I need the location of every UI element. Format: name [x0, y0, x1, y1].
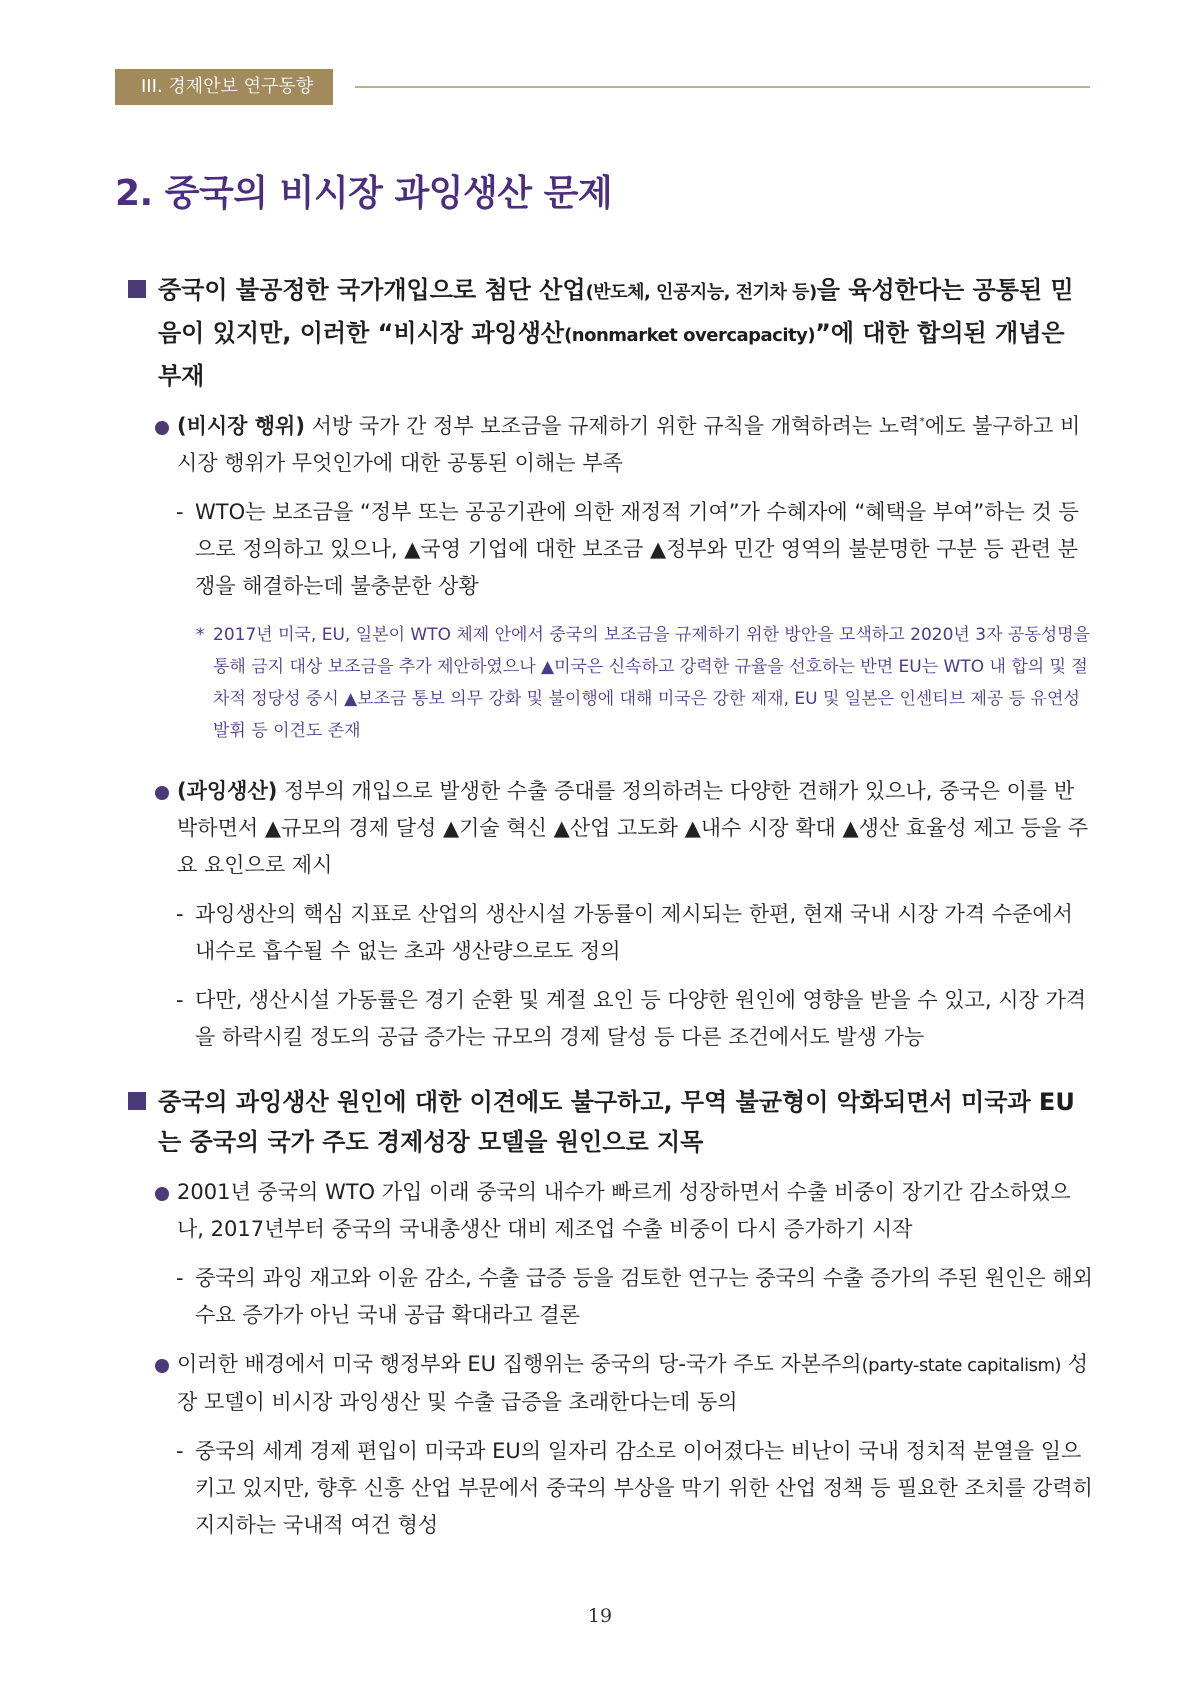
page-number: 19 — [587, 1605, 613, 1627]
circle-bullet — [155, 1187, 169, 1201]
circle-bullet — [155, 786, 169, 800]
domestic-support — [128, 1433, 1094, 1544]
wto-accession-bullet — [128, 1174, 1094, 1248]
dash-bullet: - — [176, 902, 184, 926]
section-1-heading-part1: 중국이 불공정한 국가개입으로 첨단 산업 — [158, 276, 586, 304]
overcapacity-text: 정부의 개입으로 발생한 수출 증대를 정의하려는 다양한 견해가 있으나, 중국은 이를 반박하면서 ▲규모의 경제 달성 ▲기술 혁신 ▲산업 고도화 ▲내수 시장 확대 ▲생산 효율성 제고 등을 주요 요인으로 제시 — [177, 779, 1089, 877]
nonmarket-behavior-text-1: 서방 국가 간 정부 보조금을 규제하기 위한 규칙을 개혁하려는 노력 — [304, 414, 920, 438]
research-conclusion — [128, 1260, 1094, 1334]
section-1-heading-part3: ”에 대한 합의된 개념은 부재 — [158, 319, 1065, 390]
party-state-text-1: 이러한 배경에서 미국 행정부와 EU 집행위는 중국의 당-국가 주도 자본주의 — [177, 1352, 862, 1376]
footnote — [128, 619, 1094, 747]
capacity-utilization-indicator — [128, 896, 1094, 970]
footnote-text: 2017년 미국, EU, 일본이 WTO 체제 안에서 중국의 보조금을 규제하기 위한 방안을 모색하고 2020년 3자 공동성명을 통해 금지 대상 보조금을 추가 제안하였으나 ▲미국은 신속하고 강력한 규율을 선호하는 반면 EU는 WTO 내 합의 및 절차적 정당성 중시 ▲보조금 통보 의무 강화 및 불이행에 대해 미국은 강한 제재, EU 및 일본은 인센티브 제공 등 유연성 발휘 등 이견도 존재 — [213, 625, 1091, 741]
dash-bullet: - — [176, 500, 184, 524]
header-bar — [115, 69, 1090, 105]
section-tag: III. 경제안보 연구동향 — [115, 69, 333, 105]
nonmarket-behavior-text-2: 에도 불구하고 비시장 행위가 무엇인가에 대한 공통된 이해는 부족 — [177, 414, 1081, 475]
header-rule — [355, 86, 1090, 88]
party-state-text-2: 성장 모델이 비시장 과잉생산 및 수출 급증을 초래한다는데 동의 — [177, 1352, 1089, 1414]
nonmarket-behavior-label: (비시장 행위) — [177, 414, 305, 438]
square-bullet — [128, 1092, 146, 1110]
circle-bullet — [155, 421, 169, 435]
capacity-utilization-text: 과잉생산의 핵심 지표로 산업의 생산시설 가동률이 제시되는 한편, 현재 국내 시장 가격 수준에서 내수로 흡수될 수 없는 초과 생산량으로도 정의 — [195, 902, 1073, 963]
party-state-english: (party-state capitalism) — [861, 1355, 1062, 1376]
dash-bullet: - — [176, 1266, 184, 1290]
dash-bullet: - — [176, 988, 184, 1012]
party-state-capitalism-bullet — [128, 1346, 1094, 1421]
overcapacity-bullet — [128, 773, 1094, 884]
footnote-marker: * — [919, 415, 925, 428]
content — [128, 270, 1094, 1544]
section-1-heading-paren-1: (반도체, 인공지능, 전기차 등) — [585, 282, 817, 303]
page-title: 2. 중국의 비시장 과잉생산 문제 — [115, 173, 613, 214]
domestic-support-text: 중국의 세계 경제 편입이 미국과 EU의 일자리 감소로 이어졌다는 비난이 국내 정치적 분열을 일으키고 있지만, 향후 신흥 산업 부문에서 중국의 부상을 막기 위한 산업 정책 등 필요한 조치를 강력히 지지하는 국내적 여건 형성 — [195, 1439, 1093, 1537]
section-1-heading-paren-2: (nonmarket overcapacity) — [564, 325, 816, 346]
section-1-heading-part2: 을 육성한다는 공통된 믿음이 있지만, 이러한 “비시장 과잉생산 — [158, 276, 1074, 347]
capacity-utilization-caveat — [128, 982, 1094, 1056]
research-conclusion-text: 중국의 과잉 재고와 이윤 감소, 수출 급증 등을 검토한 연구는 중국의 수출 증가의 주된 원인은 해외 수요 증가가 아닌 국내 공급 확대라고 결론 — [195, 1266, 1093, 1327]
nonmarket-behavior-bullet — [128, 408, 1094, 482]
overcapacity-label: (과잉생산) — [177, 779, 278, 803]
wto-subsidy-text: WTO는 보조금을 “정부 또는 공공기관에 의한 재정적 기여”가 수혜자에 “혜택을 부여”하는 것 등으로 정의하고 있으나, ▲국영 기업에 대한 보조금 ▲정부와 민간 영역의 불분명한 구분 등 관련 분쟁을 해결하는데 불충분한 상황 — [195, 500, 1079, 598]
circle-bullet — [155, 1359, 169, 1373]
wto-subsidy-definition — [128, 494, 1094, 605]
asterisk-marker: * — [196, 625, 205, 645]
capacity-caveat-text: 다만, 생산시설 가동률은 경기 순환 및 계절 요인 등 다양한 원인에 영향을 받을 수 있고, 시장 가격을 하락시킬 정도의 공급 증가는 규모의 경제 달성 등 다른 조건에서도 발생 가능 — [195, 988, 1087, 1049]
dash-bullet: - — [176, 1439, 184, 1463]
section-1-heading — [128, 270, 1094, 396]
section-2-heading-text: 중국의 과잉생산 원인에 대한 이견에도 불구하고, 무역 불균형이 악화되면서 미국과 EU는 중국의 국가 주도 경제성장 모델을 원인으로 지목 — [158, 1088, 1075, 1156]
square-bullet — [128, 280, 146, 298]
wto-accession-text: 2001년 중국의 WTO 가입 이래 중국의 내수가 빠르게 성장하면서 수출 비중이 장기간 감소하였으나, 2017년부터 중국의 국내총생산 대비 제조업 수출 비중이 다시 증가하기 시작 — [177, 1180, 1071, 1241]
section-2-heading — [128, 1082, 1094, 1162]
